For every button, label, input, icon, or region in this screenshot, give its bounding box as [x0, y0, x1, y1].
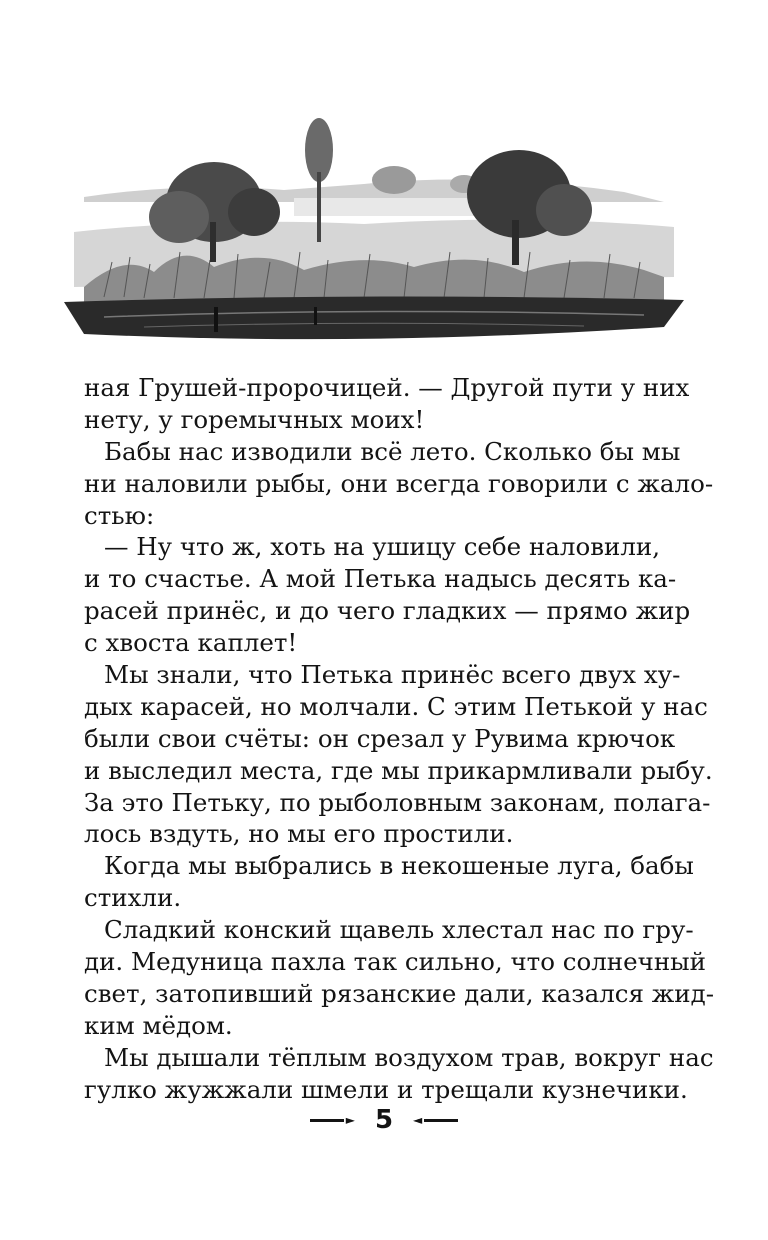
text-line: Бабы нас изводили всё лето. Сколько бы мы: [104, 436, 681, 466]
text-line: ким мёдом.: [84, 1010, 233, 1040]
arrow-right-icon: ►: [345, 1113, 355, 1127]
text-line: ни наловили рыбы, они всегда говорили с жало-: [84, 468, 714, 498]
left-ornament: [310, 1114, 357, 1126]
text-line: нету, у горемычных моих!: [84, 404, 425, 434]
right-ornament: [411, 1114, 458, 1126]
text-line: гулко жужжали шмели и трещали кузнечики.: [84, 1074, 688, 1104]
text-line: Мы дышали тёплым воздухом трав, вокруг нас: [104, 1042, 714, 1072]
text-line: лось вздуть, но мы его простили.: [84, 819, 514, 849]
text-line: Мы знали, что Петька принёс всего двух ху-: [104, 660, 681, 690]
text-line: свет, затопивший рязанские дали, казался жид-: [84, 978, 714, 1008]
page-number: 5: [374, 1105, 394, 1135]
text-line: — Ну что ж, хоть на ушицу себе наловили,: [104, 532, 661, 562]
text-line: и выследил места, где мы прикармливали рыбу.: [84, 755, 713, 785]
text-line: стью:: [84, 500, 155, 530]
text-line: расей принёс, и до чего гладких — прямо жир: [84, 596, 691, 626]
text-line: с хвоста каплет!: [84, 628, 298, 658]
text-line: и то счастье. А мой Петька надысь десять ка-: [84, 564, 677, 594]
body-text: [84, 372, 714, 1105]
text-line: Когда мы выбрались в некошеные луга, бабы: [104, 851, 694, 881]
ornament-bar: [424, 1119, 458, 1122]
landscape-illustration: [64, 102, 684, 362]
arrow-left-icon: ◄: [413, 1113, 423, 1127]
ornament-bar: [310, 1119, 344, 1122]
text-line: За это Петьку, по рыболовным законам, полага-: [84, 787, 711, 817]
text-line: Сладкий конский щавель хлестал нас по гру-: [104, 915, 694, 945]
page-footer: [0, 1100, 768, 1140]
text-line: были свои счёты: он срезал у Рувима крючок: [84, 723, 676, 753]
text-line: ная Грушей-пророчицей. — Другой пути у них: [84, 373, 690, 402]
text-line: стихли.: [84, 883, 182, 913]
text-line: дых карасей, но молчали. С этим Петькой у нас: [84, 691, 708, 721]
text-line: ди. Медуница пахла так сильно, что солнечный: [84, 947, 706, 977]
